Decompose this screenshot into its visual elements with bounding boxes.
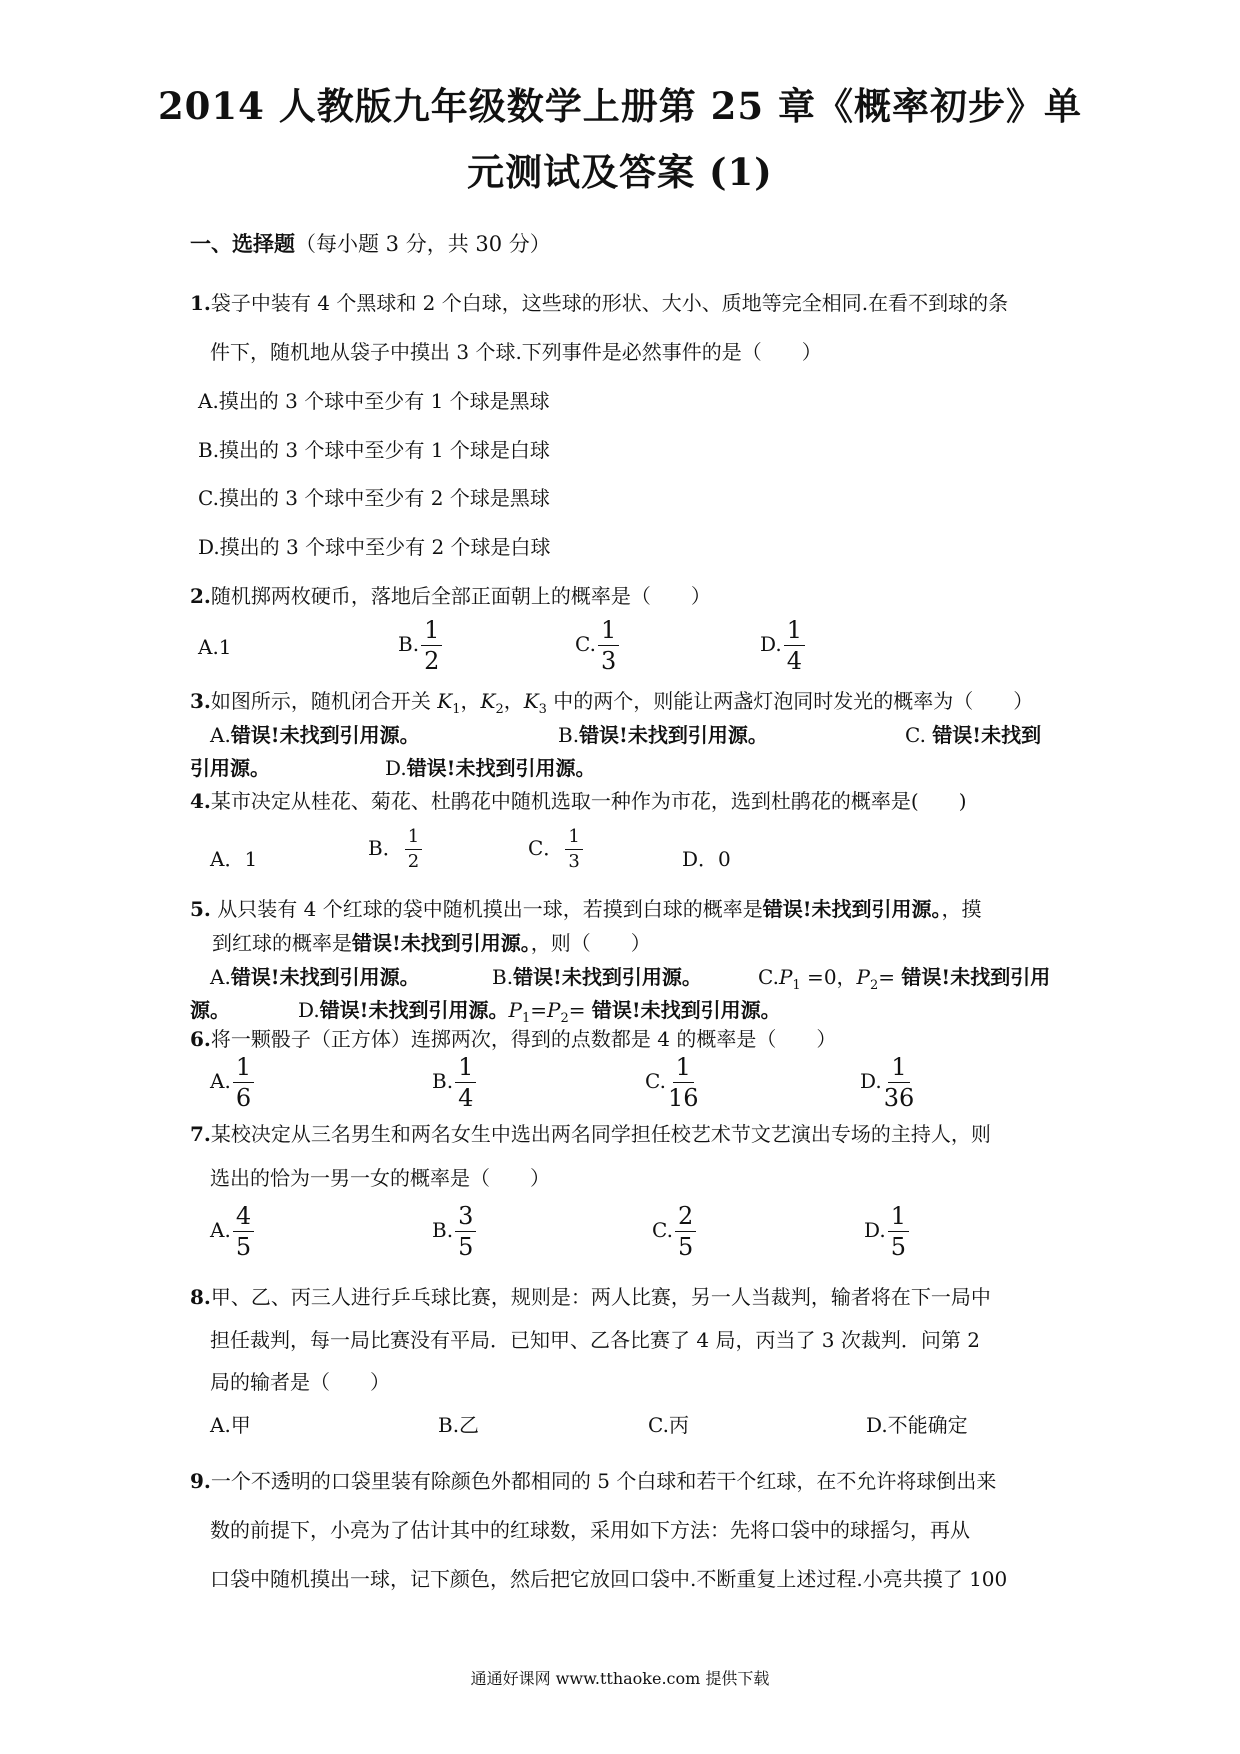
question-9-line2: 数的前提下，小亮为了估计其中的红球数，采用如下方法：先将口袋中的球摇匀，再从 xyxy=(210,1518,970,1542)
question-text: 某市决定从桂花、菊花、杜鹃花中随机选取一种作为市花，选到杜鹃花的概率是( ) xyxy=(210,789,967,813)
option-label: A. xyxy=(210,965,231,989)
denominator: 5 xyxy=(677,1233,694,1261)
q3-option-b xyxy=(558,719,768,748)
option-label: A. xyxy=(210,1069,231,1093)
q5-option-b xyxy=(492,961,702,990)
numerator: 4 xyxy=(233,1204,254,1232)
q8-option-c: C.丙 xyxy=(648,1413,689,1437)
fraction xyxy=(565,828,582,871)
numerator: 1 xyxy=(565,828,582,850)
question-4 xyxy=(190,785,967,814)
numerator: 1 xyxy=(598,618,619,646)
q5-option-c-cont xyxy=(190,994,230,1023)
question-text: 如图所示，随机闭合开关 xyxy=(210,689,438,713)
question-number: 3. xyxy=(190,689,211,713)
numerator: 1 xyxy=(455,1055,476,1083)
q4-option-b xyxy=(368,828,422,871)
error-text: 错误!未找到引用源。 xyxy=(762,897,942,921)
variable-p2: P xyxy=(856,965,871,989)
option-label: D. xyxy=(864,1218,886,1242)
option-label: B. xyxy=(432,1069,454,1093)
option-label: C. xyxy=(652,1218,673,1242)
denominator: 4 xyxy=(786,647,802,675)
error-text: 错误!未找到引用源。 xyxy=(406,756,596,780)
error-text: 错误!未找到引用源。 xyxy=(579,723,768,747)
question-7 xyxy=(190,1118,991,1147)
fraction xyxy=(405,828,422,871)
option-label: C． xyxy=(528,836,564,860)
numerator: 1 xyxy=(421,618,442,646)
q1-option-b: B.摸出的 3 个球中至少有 1 个球是白球 xyxy=(198,438,550,462)
document-title-line2: 元测试及答案 (1) xyxy=(467,150,773,194)
numerator: 1 xyxy=(888,1204,909,1232)
q3-option-c xyxy=(905,719,1041,748)
option-label: C. xyxy=(758,965,779,989)
fraction xyxy=(233,1055,254,1110)
q2-option-b xyxy=(398,618,442,673)
q7-option-c xyxy=(652,1204,696,1259)
numerator: 3 xyxy=(455,1204,476,1232)
section-note: （每小题 3 分，共 30 分） xyxy=(295,232,551,256)
question-3 xyxy=(190,685,1033,717)
q8-option-a: A.甲 xyxy=(210,1413,251,1437)
numerator: 1 xyxy=(405,828,422,850)
denominator: 4 xyxy=(458,1084,474,1112)
page-footer: 通通好课网 www.tthaoke.com 提供下载 xyxy=(470,1669,770,1688)
error-text: 错误!未找到引用源。 xyxy=(591,998,781,1022)
question-text: 到红球的概率是 xyxy=(212,931,352,955)
question-text: 将一颗骰子（正方体）连掷两次，得到的点数都是 4 的概率是（ ） xyxy=(210,1027,837,1051)
question-number: 6. xyxy=(190,1027,211,1051)
question-number: 7. xyxy=(190,1122,211,1146)
q4-option-a: A．1 xyxy=(210,847,258,871)
q1-option-d: D.摸出的 3 个球中至少有 2 个球是白球 xyxy=(198,535,551,559)
question-1 xyxy=(190,287,1008,316)
fraction xyxy=(233,1204,254,1259)
variable-p2: P xyxy=(546,998,561,1022)
numerator: 1 xyxy=(784,618,805,646)
error-text: 错误!未找到引用源。 xyxy=(513,965,702,989)
option-label: B. xyxy=(398,632,420,656)
q1-option-c: C.摸出的 3 个球中至少有 2 个球是黑球 xyxy=(198,486,550,510)
error-text: 错误!未找到引用源。 xyxy=(230,965,420,989)
option-label: C. xyxy=(575,632,596,656)
q3-option-d xyxy=(385,752,595,781)
numerator: 1 xyxy=(673,1055,694,1083)
question-1-line2: 件下，随机地从袋子中摸出 3 个球.下列事件是必然事件的是（ ） xyxy=(210,340,822,364)
numerator: 1 xyxy=(233,1055,254,1083)
error-text: 到 xyxy=(1021,723,1042,747)
question-number: 2. xyxy=(190,584,211,608)
variable-p2-sub: 2 xyxy=(870,978,879,993)
numerator: 1 xyxy=(888,1055,909,1083)
error-text: 引用源。 xyxy=(190,756,270,780)
denominator: 3 xyxy=(600,647,617,675)
question-9-line3: 口袋中随机摸出一球，记下颜色，然后把它放回口袋中.不断重复上述过程.小亮共摸了 100 xyxy=(210,1567,1008,1591)
question-number: 5. xyxy=(190,897,211,921)
numerator: 2 xyxy=(675,1204,696,1232)
question-8-line2: 担任裁判，每一局比赛没有平局．已知甲、乙各比赛了 4 局，丙当了 3 次裁判．问第 2 xyxy=(210,1328,980,1352)
question-text: 从只装有 4 个红球的袋中随机摸出一球，若摸到白球的概率是 xyxy=(217,897,763,921)
denominator: 2 xyxy=(407,851,420,872)
denominator: 5 xyxy=(235,1233,252,1261)
fraction xyxy=(668,1055,699,1110)
fraction xyxy=(455,1055,476,1110)
q4-option-d: D．0 xyxy=(682,847,731,871)
denominator: 5 xyxy=(458,1233,474,1261)
question-number: 4. xyxy=(190,789,211,813)
q2-option-a: A.1 xyxy=(198,635,232,659)
option-label: D. xyxy=(860,1069,882,1093)
switch-k1: K xyxy=(437,689,453,713)
variable-p1-sub: 1 xyxy=(792,978,801,993)
question-text: 袋子中装有 4 个黑球和 2 个白球，这些球的形状、大小、质地等完全相同.在看不到球的条 xyxy=(210,291,1009,315)
fraction xyxy=(884,1055,915,1110)
error-text: 源。 xyxy=(190,998,230,1022)
variable-p1-sub: 1 xyxy=(521,1011,531,1026)
question-text: 某校决定从三名男生和两名女生中选出两名同学担任校艺术节文艺演出专场的主持人，则 xyxy=(210,1122,991,1146)
q7-option-b xyxy=(432,1204,476,1259)
question-text: ，则（ ） xyxy=(530,931,651,955)
question-text: 随机掷两枚硬币，落地后全部正面朝上的概率是（ ） xyxy=(210,584,711,608)
q6-option-a xyxy=(210,1055,254,1110)
question-number: 9. xyxy=(190,1469,211,1493)
switch-k2-sub: 2 xyxy=(495,702,504,717)
question-text: 甲、乙、丙三人进行乒乓球比赛，规则是：两人比赛，另一人当裁判，输者将在下一局中 xyxy=(210,1285,991,1309)
question-number: 8. xyxy=(190,1285,211,1309)
option-label: C. xyxy=(645,1069,666,1093)
question-text: 一个不透明的口袋里装有除颜色外都相同的 5 个白球和若干个红球，在不允许将球倒出来 xyxy=(210,1469,997,1493)
switch-k2: K xyxy=(480,689,496,713)
switch-k3-sub: 3 xyxy=(538,702,547,717)
question-7-line2: 选出的恰为一男一女的概率是（ ） xyxy=(210,1166,550,1190)
question-5-line2 xyxy=(212,927,651,956)
question-text: ，摸 xyxy=(941,897,982,921)
error-text: 错误!未找到引用 xyxy=(901,965,1051,989)
q5-option-c xyxy=(758,961,1050,993)
q3-option-a xyxy=(210,719,420,748)
fraction xyxy=(675,1204,696,1259)
denominator: 3 xyxy=(568,851,580,872)
question-6 xyxy=(190,1023,836,1052)
question-9 xyxy=(190,1465,996,1494)
separator: ， xyxy=(460,689,481,713)
section-title: 一、选择题 xyxy=(190,231,295,256)
fraction xyxy=(888,1204,909,1259)
switch-k1-sub: 1 xyxy=(452,702,461,717)
q5-option-a xyxy=(210,961,420,990)
q8-option-b: B.乙 xyxy=(438,1413,480,1437)
error-text: 错误!未找到引用源。 xyxy=(230,723,420,747)
fraction xyxy=(455,1204,476,1259)
error-text: 错误!未找到引用源。 xyxy=(352,931,531,955)
q2-option-d xyxy=(760,618,805,673)
q4-option-c xyxy=(528,828,583,871)
question-2 xyxy=(190,580,711,609)
variable-p1: P xyxy=(508,998,522,1022)
document-title-line1: 2014 人教版九年级数学上册第 25 章《概率初步》单 xyxy=(157,84,1083,128)
question-number: 1. xyxy=(190,291,211,315)
denominator: 5 xyxy=(890,1233,906,1261)
option-text: = xyxy=(568,998,592,1022)
fraction xyxy=(784,618,805,673)
q3-option-c-cont xyxy=(190,752,270,781)
fraction xyxy=(598,618,619,673)
variable-p1: P xyxy=(778,965,793,989)
variable-p2-sub: 2 xyxy=(560,1011,569,1026)
question-text-tail: 中的两个，则能让两盏灯泡同时发光的概率为（ ） xyxy=(546,689,1034,713)
q7-option-a xyxy=(210,1204,254,1259)
option-label: B. xyxy=(432,1218,454,1242)
option-text: =0， xyxy=(800,965,857,989)
q8-option-d: D.不能确定 xyxy=(866,1413,968,1437)
option-label: B. xyxy=(558,723,580,747)
denominator: 6 xyxy=(235,1084,252,1112)
fraction xyxy=(421,618,442,673)
option-label: B. xyxy=(492,965,514,989)
q5-option-d xyxy=(298,994,781,1026)
q1-option-a: A.摸出的 3 个球中至少有 1 个球是黑球 xyxy=(198,389,550,413)
option-label: D. xyxy=(760,632,782,656)
option-label: A. xyxy=(210,723,231,747)
q6-option-b xyxy=(432,1055,476,1110)
switch-k3: K xyxy=(523,689,539,713)
question-5 xyxy=(190,893,981,922)
option-text: = xyxy=(878,965,902,989)
option-text: = xyxy=(530,998,547,1022)
error-text: 错误!未找 xyxy=(932,723,1022,747)
question-8-line3: 局的输者是（ ） xyxy=(210,1370,390,1394)
denominator: 2 xyxy=(424,647,440,675)
option-label: D. xyxy=(385,756,407,780)
option-label: A. xyxy=(210,1218,231,1242)
q6-option-c xyxy=(645,1055,699,1110)
q7-option-d xyxy=(864,1204,909,1259)
question-8 xyxy=(190,1281,991,1310)
option-label: D. xyxy=(298,998,320,1022)
denominator: 16 xyxy=(667,1084,699,1112)
section-heading xyxy=(190,228,551,258)
option-label: B． xyxy=(368,836,403,860)
error-text: 错误!未找到引用源。 xyxy=(319,998,509,1022)
option-label: C. xyxy=(905,723,933,747)
q2-option-c xyxy=(575,618,619,673)
q6-option-d xyxy=(860,1055,914,1110)
denominator: 36 xyxy=(883,1084,915,1112)
separator: ， xyxy=(503,689,524,713)
